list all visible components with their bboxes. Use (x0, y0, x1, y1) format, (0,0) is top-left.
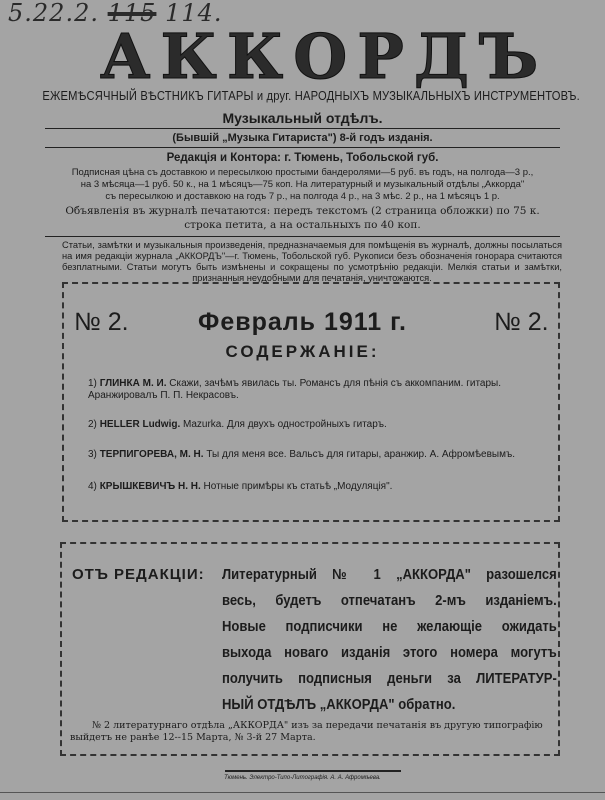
editorial-line: Литературный № 1 „АККОРДА" разошелся (222, 567, 557, 583)
editorial-line: НЫЙ ОТДѢЛЪ „АККОРДА" обратно. (222, 697, 456, 713)
issue-date: Февраль 1911 г. (197, 308, 408, 336)
contents-title: СОДЕРЖАНІЕ: (225, 342, 380, 361)
subscription-line: Подписная цѣна съ доставкою и пересылкою простыми бандеролями—5 руб. въ годъ, на полгода—3 р., (71, 167, 534, 178)
editorial-line: выхода новаго изданія этого номера могутъ (222, 645, 557, 661)
divider (45, 147, 560, 148)
ads-info (0, 204, 605, 232)
section-name: Музыкальный отдѣлъ. (222, 110, 383, 126)
editorial-line: весь, будетъ отпечатанъ 2-мъ изданіемъ. (222, 593, 557, 609)
contents-item: 1) ГЛИНКА М. И. Скажи, зачѣмъ явилась ты. Романсъ для пѣнія съ аккомпаним. гитары. Аранжировалъ П. П. Некрасовъ. (88, 378, 501, 401)
printer-imprint: Тюмень. Электро-Типо-Литографія. А. А. Афромѣева. (224, 775, 381, 781)
masthead-title: АККОРДЪ (100, 20, 549, 93)
issue-number-right: № 2. (494, 308, 549, 336)
page-edge (0, 792, 605, 793)
subscription-line: на 3 мѣсяца—1 руб. 50 к., на 1 мѣсяцъ—75 коп. На литературный и музыкальный отдѣлы „Аккорда" (80, 179, 525, 190)
handwritten-shelfmark: 5.22.2. 115 114. (8, 0, 223, 27)
footer-rule (225, 770, 401, 772)
contents-item: 3) ТЕРПИГОРЕВА, М. Н. Ты для меня все. Вальсъ для гитары, аранжир. А. Афромѣевымъ. (88, 449, 515, 460)
editorial-line: Новые подписчики не желающіе ожидать (222, 619, 557, 635)
former-title: (Бывшій „Музыка Гитариста") 8-й годъ изданія. (172, 132, 433, 144)
submission-notice: Статьи, замѣтки и музыкальныя произведенія, предназначаемыя для помѣщенія въ журналѣ, должны посылаться на имя редакціи журнала „АККОРДЪ"—г. Тюмень, Тобольской губ. Рукописи безъ обозначенія гонорара считаются безплатными. Статьи могутъ быть измѣнены и сокращены по усмотрѣнію редакціи. Мелкія статьи и замѣтки, признанныя неудобными для печатанія, уничтожаются. (62, 240, 562, 283)
masthead-subtitle: ЕЖЕМѢСЯЧНЫЙ ВѢСТНИКЪ ГИТАРЫ и друг. НАРОДНЫХЪ МУЗЫКАЛЬНЫХЪ ИНСТРУМЕНТОВЪ. (42, 88, 580, 103)
divider (45, 128, 560, 129)
contents-item: 2) HELLER Ludwig. Mazurka. Для двухъ одностройныхъ гитаръ. (88, 419, 387, 430)
ads-line: строка петита, а на остальныхъ по 40 коп. (184, 219, 421, 231)
editorial-note: № 2 литературнаго отдѣла „АККОРДА" изъ за передачи печатанія въ другую типографію выйдетъ не ранѣе 12--15 Марта, № 3-й 27 Марта. (70, 720, 543, 743)
editorial-line: получить подписныя деньги за ЛИТЕРАТУР- (222, 671, 557, 687)
divider (45, 236, 560, 237)
subscription-info (0, 167, 605, 203)
editorial-text (222, 562, 557, 718)
subscription-line: съ пересылкою и доставкою на годъ 7 р., на полгода 4 р., на 3 мѣс. 2 р., на 1 мѣсяцъ 1 р. (105, 191, 500, 202)
editorial-label: ОТЪ РЕДАКЦІИ: (72, 566, 205, 583)
office-address: Редакція и Контора: г. Тюмень, Тобольской губ. (166, 152, 439, 164)
contents-item: 4) КРЫШКЕВИЧЪ Н. Н. Нотные примѣры къ статьѣ „Модуляція". (88, 481, 393, 492)
ads-line: Объявленія въ журналѣ печатаются: передъ текстомъ (2 страница обложки) по 75 к. (65, 205, 540, 217)
issue-number-left: № 2. (74, 308, 129, 336)
